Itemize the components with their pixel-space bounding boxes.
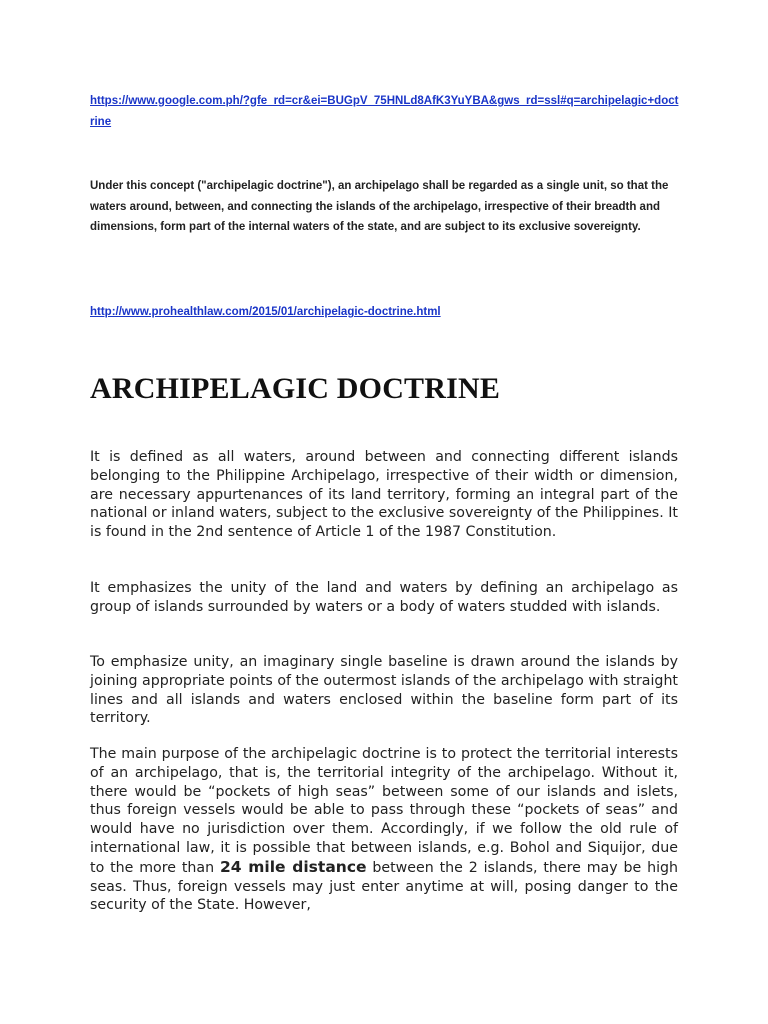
distance-emphasis: 24 mile distance — [219, 857, 367, 876]
google-search-link[interactable]: https://www.google.com.ph/?gfe_rd=cr&ei=BUGpV_75HNLd8AfK3YuYBA&gws_rd=ssl#q=archipelagic+doctrine — [90, 95, 679, 128]
prohealthlaw-link[interactable]: http://www.prohealthlaw.com/2015/01/archipelagic-doctrine.html — [90, 306, 441, 318]
purpose-paragraph — [90, 745, 678, 915]
baseline-paragraph: To emphasize unity, an imaginary single baseline is drawn around the islands by joining appropriate points of the outermost islands of the archipelago with straight lines and all islands and waters enclosed within the baseline form part of its territory. — [90, 654, 678, 727]
purpose-text-start: The main purpose of the archipelagic doctrine is to protect the territorial interests of an archipelago, that is, the territorial integrity of the archipelago. Without it, there would be “pockets of high seas” between some of our islands and islets, thus foreign vessels would be able to pass through these “pockets of seas” and would have no jurisdiction over them. Accordingly, if we follow the old rule of international law, it is possible that between islands, e.g. Bohol and Siquijor, due to the more than — [90, 746, 678, 876]
definition-paragraph: It is defined as all waters, around between and connecting different islands belonging to the Philippine Archipelago, irrespective of their width or dimension, are necessary appurtenances of its land territory, forming an integral part of the national or inland waters, subject to the exclusive sovereignty of the Philippines. It is found in the 2nd sentence of Article 1 of the 1987 Constitution. — [90, 449, 678, 541]
page-title: ARCHIPELAGIC DOCTRINE — [90, 372, 501, 405]
unity-paragraph: It emphasizes the unity of the land and waters by defining an archipelago as group of islands surrounded by waters or a body of waters studded with islands. — [90, 580, 678, 615]
concept-paragraph: Under this concept ("archipelagic doctrine"), an archipelago shall be regarded as a single unit, so that the waters around, between, and connecting the islands of the archipelago, irrespective of their breadth and dimensions, form part of the internal waters of the state, and are subject to its exclusive sovereignty. — [90, 180, 669, 233]
purpose-text-end: between the 2 islands, there may be high seas. Thus, foreign vessels may just enter anytime at will, posing danger to the security of the State. However, — [90, 859, 679, 914]
